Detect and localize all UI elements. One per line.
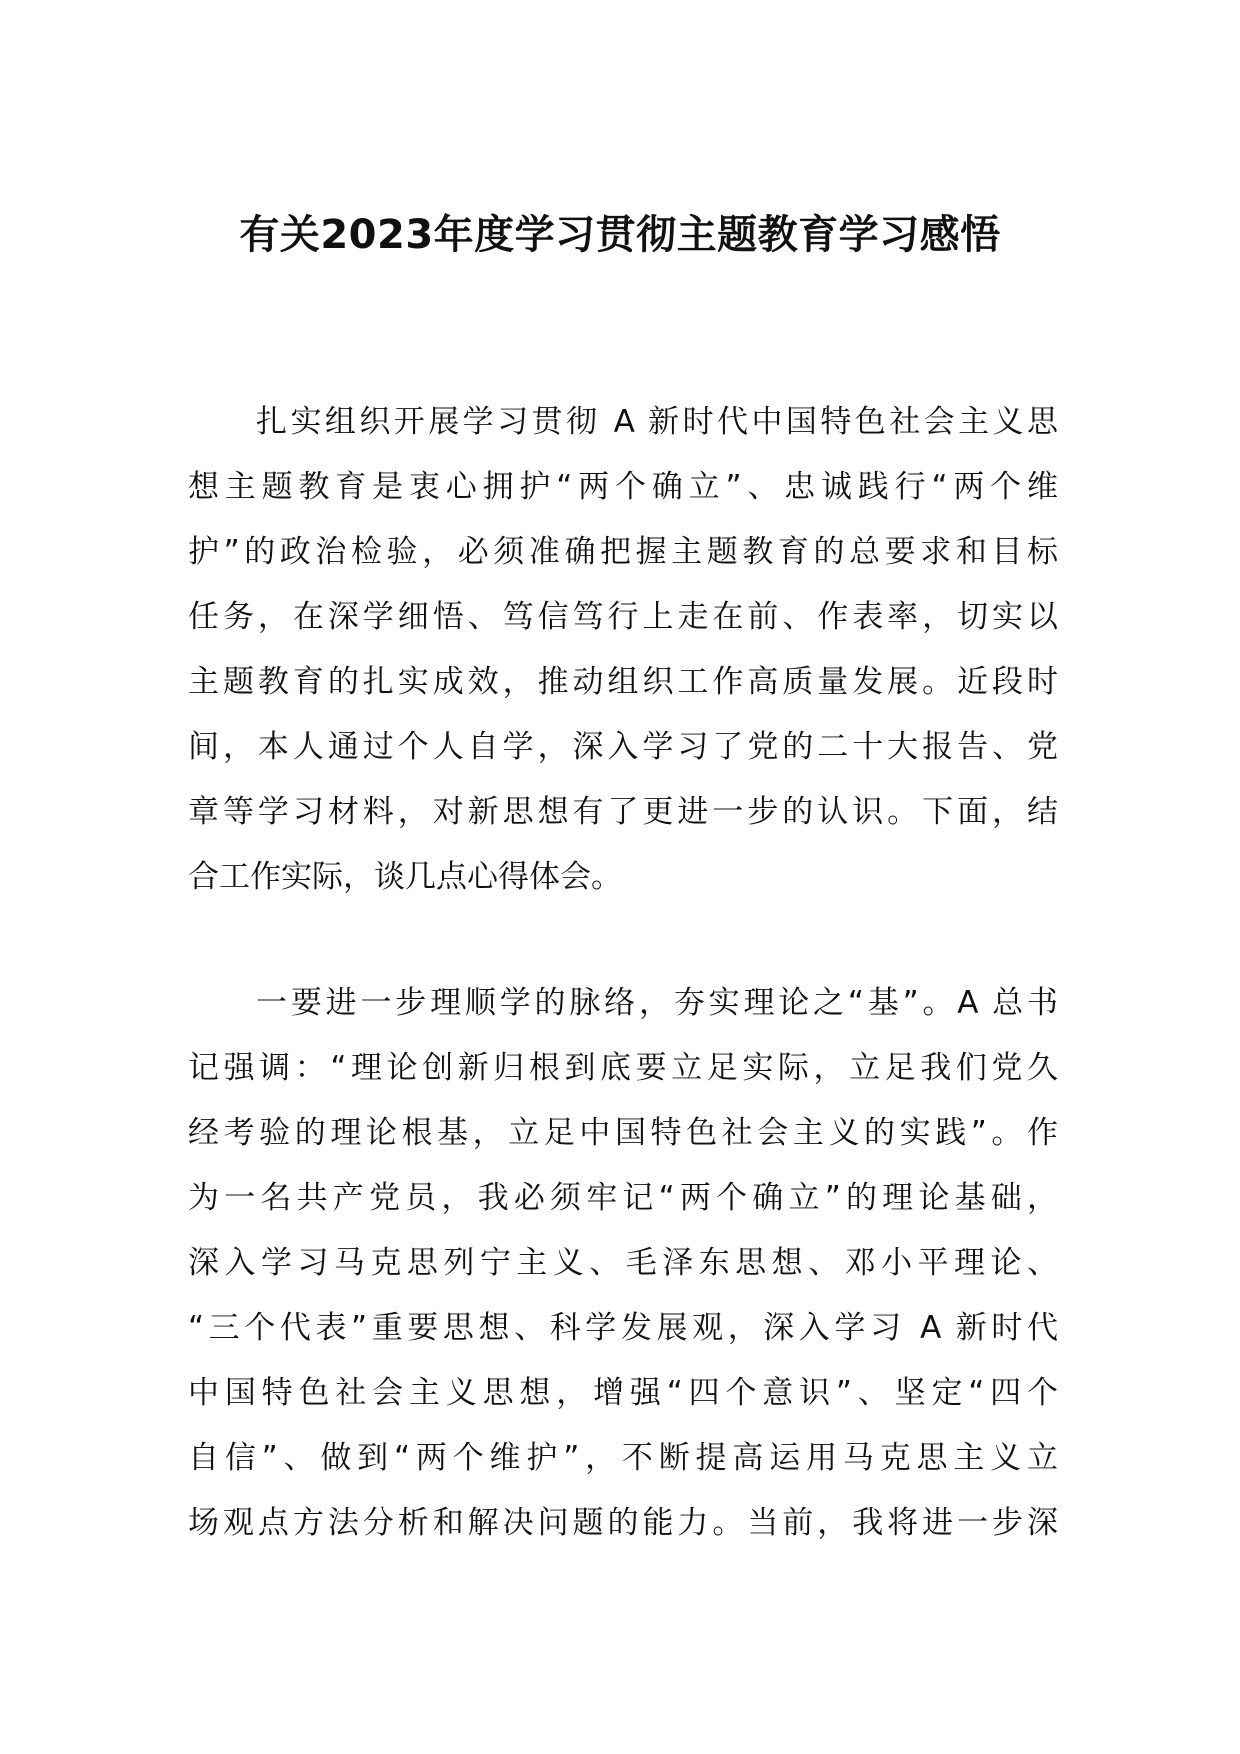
text-line: 一要进一步理顺学的脉络，夯实理论之“基”。A 总书 — [256, 985, 1058, 1021]
text-line: 想主题教育是衷心拥护“两个确立”、忠诚践行“两个维 — [188, 469, 1058, 505]
paragraph-point-one — [188, 971, 1058, 1556]
text-line: 场观点方法分析和解决问题的能力。当前，我将进一步深 — [188, 1505, 1058, 1541]
paragraph-intro — [188, 390, 1058, 910]
text-line: 章等学习材料，对新思想有了更进一步的认识。下面，结 — [188, 794, 1058, 830]
text-line: 间，本人通过个人自学，深入学习了党的二十大报告、党 — [188, 729, 1058, 765]
text-line: 自信”、做到“两个维护”，不断提高运用马克思主义立 — [188, 1440, 1058, 1476]
text-line: 经考验的理论根基，立足中国特色社会主义的实践”。作 — [188, 1115, 1058, 1151]
text-line: 主题教育的扎实成效，推动组织工作高质量发展。近段时 — [188, 664, 1058, 700]
text-line: 深入学习马克思列宁主义、毛泽东思想、邓小平理论、 — [188, 1245, 1058, 1281]
text-line: 护”的政治检验，必须准确把握主题教育的总要求和目标 — [188, 534, 1058, 570]
document-title: 有关2023年度学习贯彻主题教育学习感悟 — [239, 212, 1001, 258]
text-line: 任务，在深学细悟、笃信笃行上走在前、作表率，切实以 — [188, 599, 1058, 635]
text-line: 为一名共产党员，我必须牢记“两个确立”的理论基础， — [188, 1180, 1058, 1216]
text-line: 扎实组织开展学习贯彻 A 新时代中国特色社会主义思 — [256, 404, 1058, 440]
text-line: “三个代表”重要思想、科学发展观，深入学习 A 新时代 — [188, 1310, 1058, 1346]
text-line: 合工作实际，谈几点心得体会。 — [188, 859, 622, 895]
text-line: 记强调：“理论创新归根到底要立足实际，立足我们党久 — [188, 1050, 1058, 1086]
text-line: 中国特色社会主义思想，增强“四个意识”、坚定“四个 — [188, 1375, 1058, 1411]
